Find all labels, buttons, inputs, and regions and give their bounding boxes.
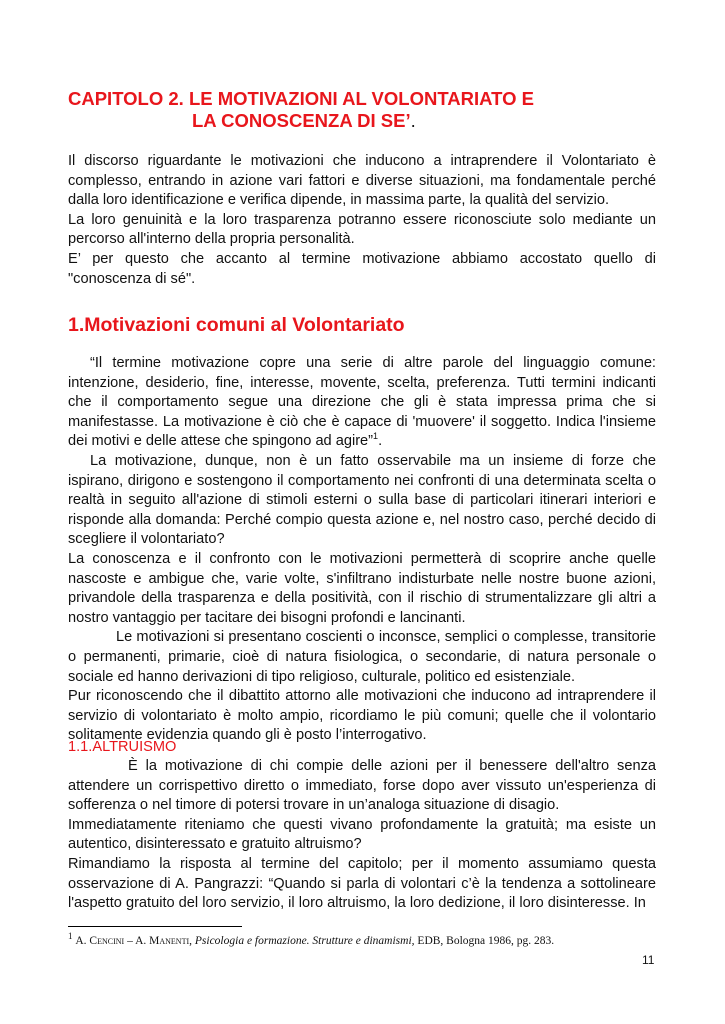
intro-paragraph: E’ per questo che accanto al termine motivazione abbiamo accostato quello di "conoscenza di sé".	[68, 250, 656, 287]
section-paragraph	[68, 354, 656, 452]
chapter-title-period: .	[410, 110, 416, 131]
footnote-divider	[68, 926, 242, 927]
section-paragraph: Pur riconoscendo che il dibattito attorno alle motivazioni che inducono ad intraprendere il servizio di volontariato è molto ampio, ricordiamo le più comuni; quelle che il volontario solitamente evidenzia quando gli è posto l’interrogativo.	[68, 688, 656, 744]
subsection-paragraph: È la motivazione di chi compie delle azioni per il benessere dell'altro senza attendere un corrispettivo diretto o immediato, forse dopo aver vissuto un'esperienza di sofferenza o nel timore di potersi trovare in un’analoga situazione di disagio.	[68, 758, 656, 814]
footnote-authors: A. Cencini – A. Manenti,	[75, 935, 192, 947]
footnote	[68, 931, 668, 947]
footnote-publisher: EDB, Bologna 1986, pg. 283.	[417, 935, 555, 947]
page-number: 11	[642, 953, 655, 967]
subsection-paragraph: Immediatamente riteniamo che questi vivano profondamente la gratuità; ma esiste un autentico, disinteressato e gratuito altruismo?	[68, 816, 656, 853]
subsection-heading: 1.1.ALTRUISMO	[68, 739, 177, 755]
section-text	[68, 354, 656, 746]
subsection-paragraph: Rimandiamo la risposta al termine del capitolo; per il momento assumiamo questa osservazione di A. Pangrazzi: “Quando si parla di volontari c’è la tendenza a sottolineare l'aspetto gratuito del loro servizio, il loro altruismo, la loro dedizione, il loro disinteresse. In	[68, 855, 656, 912]
intro-paragraph: Il discorso riguardante le motivazioni che inducono a intraprendere il Volontariato è complesso, entrando in azione vari fattori e diverse situazioni, ma fondamentale perché dalla loro identificazione e verifica dipende, in massima parte, la qualità del servizio.	[68, 153, 656, 209]
section-paragraph: La motivazione, dunque, non è un fatto osservabile ma un insieme di forze che ispirano, dirigono e sostengono il comportamento nei confronti di una determinata scelta o realtà in seguito all'azione di stimoli esterni o sulla base di particolari itinerari interiori e risponde alla domanda: Perché compio questa azione e, nel nostro caso, perché decido di scegliere il volontariato?	[68, 452, 656, 548]
intro-paragraph: La loro genuinità e la loro trasparenza potranno essere riconosciute solo mediante un percorso all'interno della propria personalità.	[68, 211, 656, 248]
section-paragraph: Le motivazioni si presentano coscienti o inconsce, semplici o complesse, transitorie o permanenti, primarie, cioè di natura fisiologica, o secondarie, di natura personale o sociale ed hanno derivazioni di tipo religioso, culturale, politico ed esistenziale.	[68, 629, 656, 685]
footnote-title: Psicologia e formazione. Strutture e dinamismi,	[194, 935, 415, 947]
footnote-ref[interactable]: 1	[373, 431, 379, 442]
chapter-title-line2-wrap	[68, 110, 668, 132]
quote-end: .	[378, 433, 383, 450]
chapter-title-line1: CAPITOLO 2. LE MOTIVAZIONI AL VOLONTARIATO E	[68, 88, 534, 109]
chapter-title-line2: LA CONOSCENZA DI SE’	[192, 110, 411, 131]
quote-text: “Il termine motivazione copre una serie di altre parole del linguaggio comune: intenzione, desiderio, fine, interesse, movente, scelta, preferenza. Tutti termini indicanti che il comportamento segue una direzione che gli è stata impressa prima che si manifestasse. La motivazione è ciò che è capace di 'muovere' il soggetto. Indica l'insieme dei motivi e delle attese che spingono ad agire”	[68, 355, 656, 450]
subsection-text	[68, 757, 656, 914]
section-paragraph: La conoscenza e il confronto con le motivazioni permetterà di scoprire anche quelle nascoste e ambigue che, varie volte, s'infiltrano indisturbate nelle nostre buone azioni, privandole della trasparenza e della positività, con il rischio di strumentalizzare gli altri a nostro vantaggio per tacitare dei bisogni profondi e lancinanti.	[68, 550, 656, 626]
intro-text	[68, 152, 656, 289]
footnote-number: 1	[68, 931, 73, 942]
section-heading: 1.Motivazioni comuni al Volontariato	[68, 314, 405, 336]
chapter-title	[68, 88, 668, 132]
